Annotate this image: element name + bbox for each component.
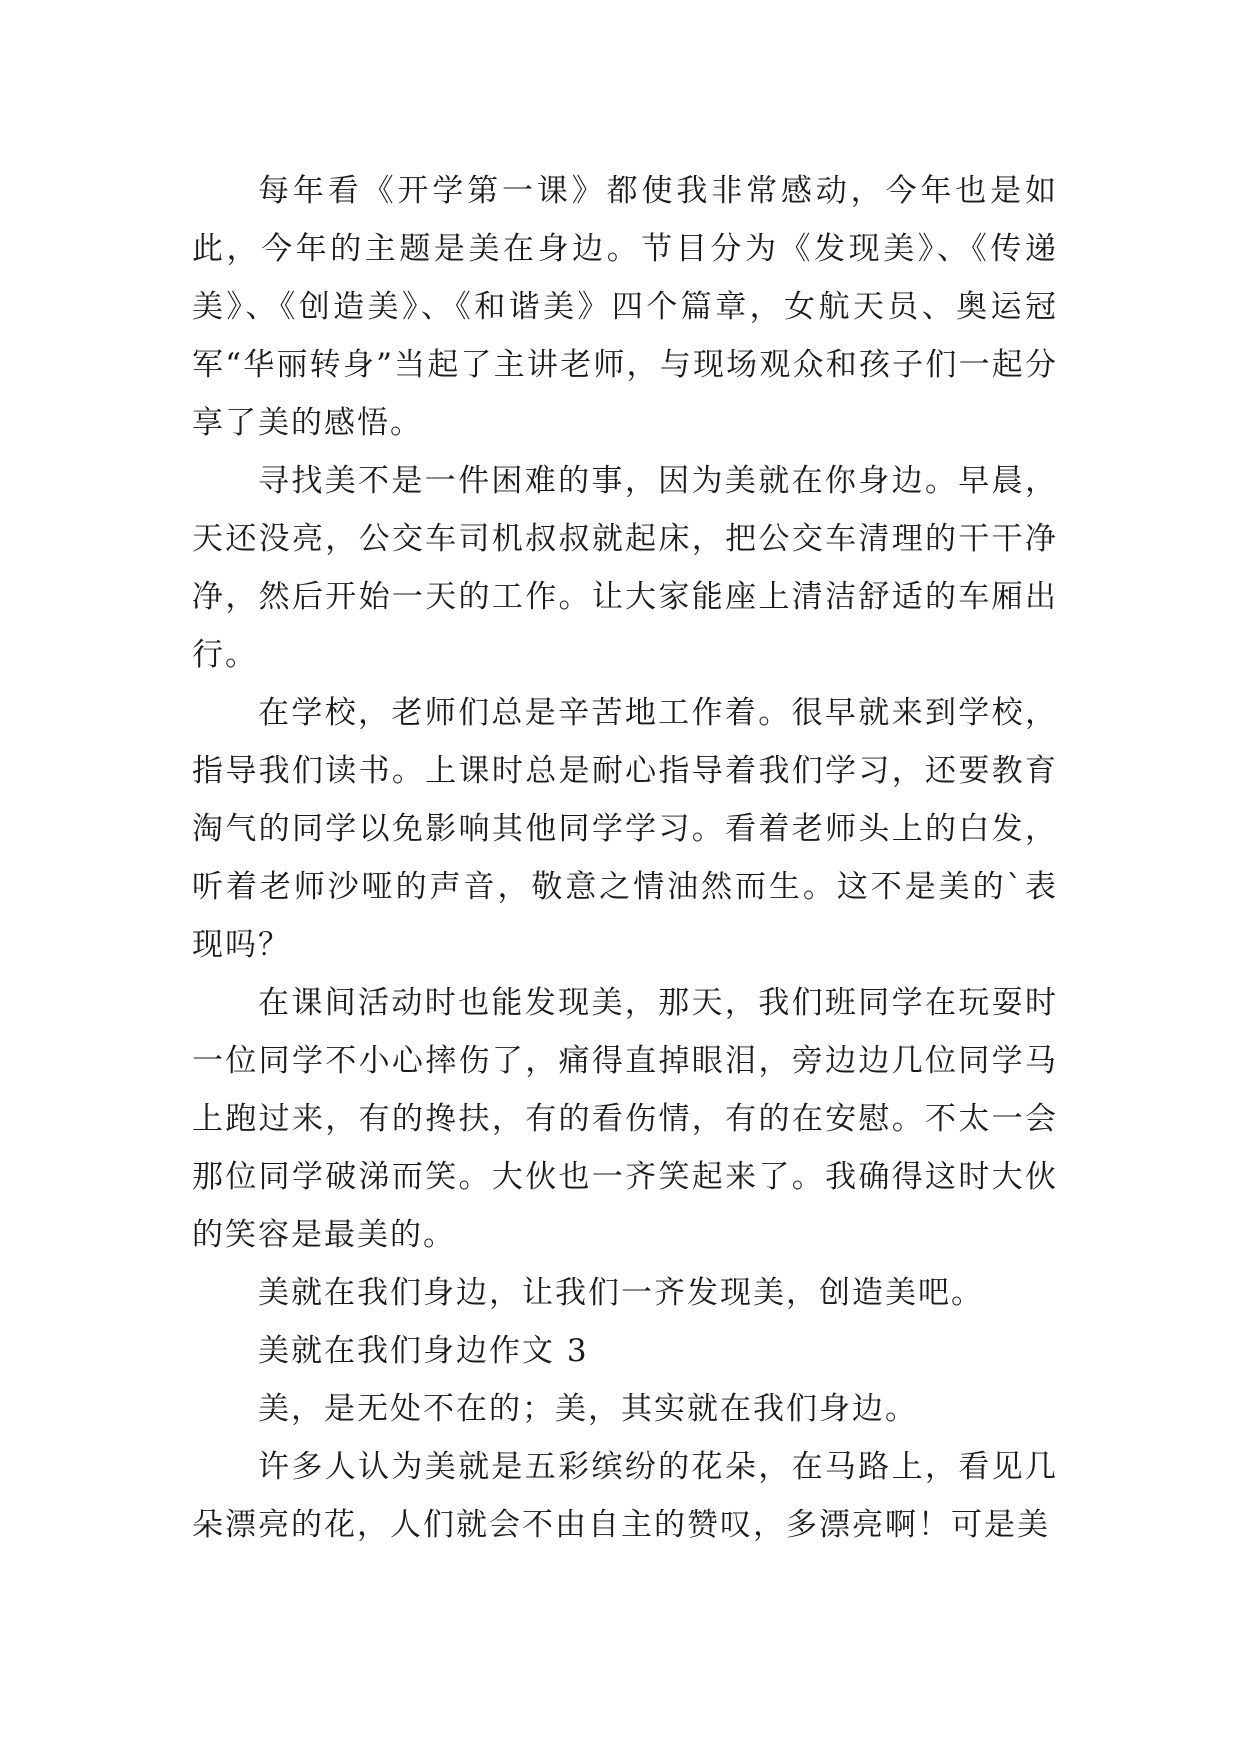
paragraph-8: 许多人认为美就是五彩缤纷的花朵，在马路上，看见几朵漂亮的花，人们就会不由自主的赞叹，多漂亮啊！可是美 xyxy=(192,1449,1058,1543)
paragraph-2: 寻找美不是一件困难的事，因为美就在你身边。早晨，天还没亮，公交车司机叔叔就起床，把公交车清理的干干净净，然后开始一天的工作。让大家能座上清洁舒适的车厢出行。 xyxy=(192,463,1058,673)
paragraph-5: 美就在我们身边，让我们一齐发现美，创造美吧。 xyxy=(258,1275,984,1311)
section-heading: 美就在我们身边作文 3 xyxy=(258,1333,589,1369)
paragraph-1: 每年看《开学第一课》都使我非常感动，今年也是如此，今年的主题是美在身边。节目分为《发现美》、《传递美》、《创造美》、《和谐美》四个篇章，女航天员、奥运冠军“华丽转身”当起了主讲老师，与现场观众和孩子们一起分享了美的感悟。 xyxy=(192,173,1058,441)
paragraph-3: 在学校，老师们总是辛苦地工作着。很早就来到学校，指导我们读书。上课时总是耐心指导着我们学习，还要教育淘气的同学以免影响其他同学学习。看着老师头上的白发，听着老师沙哑的声音，敬意之情油然而生。这不是美的`表现吗？ xyxy=(192,695,1058,963)
paragraph-7: 美，是无处不在的；美，其实就在我们身边。 xyxy=(258,1391,918,1427)
paragraph-4: 在课间活动时也能发现美，那天，我们班同学在玩耍时一位同学不小心摔伤了，痛得直掉眼泪，旁边边几位同学马上跑过来，有的搀扶，有的看伤情，有的在安慰。不太一会那位同学破涕而笑。大伙也一齐笑起来了。我确得这时大伙的笑容是最美的。 xyxy=(192,985,1058,1253)
document-body xyxy=(192,162,1058,1554)
